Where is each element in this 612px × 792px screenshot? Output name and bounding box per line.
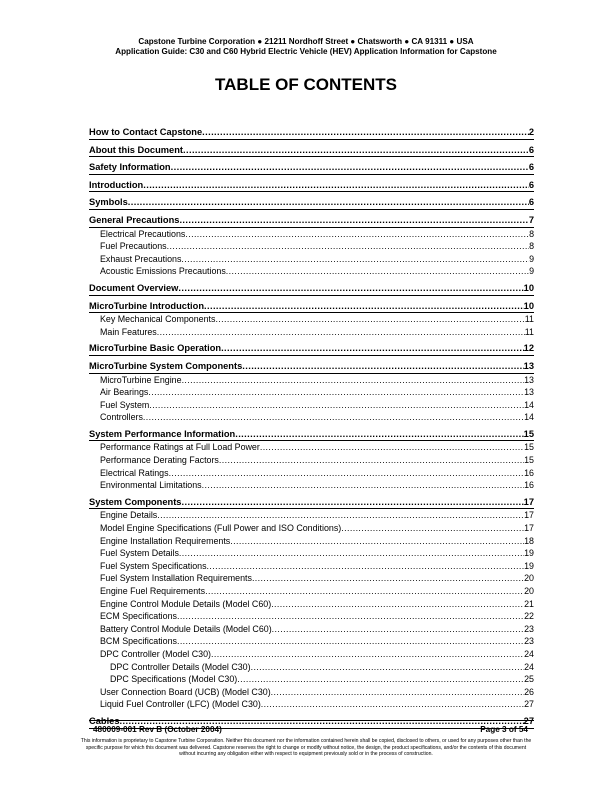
page-title: TABLE OF CONTENTS [215,75,397,94]
toc-entry[interactable] [89,479,534,492]
toc-entry[interactable] [89,623,534,636]
toc-entry-title: Symbols [89,197,128,208]
toc-entry[interactable] [89,399,534,412]
toc-entry[interactable] [89,467,534,480]
toc-entry-title: General Precautions [89,214,180,225]
toc-entry-page: 26 [524,686,534,697]
toc-entry-page: 17 [524,510,534,521]
toc-entry-title: Main Features [100,326,157,337]
toc-entry-page: 23 [524,636,534,647]
toc-leader-dots [226,265,529,278]
toc-entry-title: System Performance Information [89,428,236,439]
toc-leader-dots [237,673,524,686]
toc-entry[interactable] [89,441,534,454]
toc-entry-page: 13 [523,360,534,371]
toc-entry-title: MicroTurbine System Components [89,360,243,371]
footer-disclaimer: This information is proprietary to Capstone Turbine Corporation. Neither this document nor the information contained herein shall be copied, disclosed to others, or used for any purposes other than the specific purpose for which this document was delivered. Capstone reserves the right to change or modify without notice, the design, the product specifications, and/or the contents of this document without incurring any obligation either with respect to equipment previously sold or in the process of construction. [80,738,532,757]
toc-entry[interactable] [89,283,534,296]
toc-entry[interactable] [89,509,534,522]
toc-entry[interactable] [89,585,534,598]
footer-page-number: Page 3 of 54 [480,725,528,734]
toc-leader-dots [219,454,524,467]
toc-entry[interactable] [89,610,534,623]
toc-entry-page: 17 [523,496,534,507]
toc-entry[interactable] [89,497,534,510]
toc-leader-dots [157,509,524,522]
toc-entry[interactable] [89,572,534,585]
toc-entry-title: Fuel System Details [100,548,179,559]
toc-entry[interactable] [89,686,534,699]
toc-entry-page: 20 [524,586,534,596]
toc-entry-title: Fuel System Installation Requirements [100,573,252,584]
header-company-line: Capstone Turbine Corporation ● 21211 Nordhoff Street ● Chatsworth ● CA 91311 ● USA [138,37,474,46]
toc-entry[interactable] [89,180,534,193]
toc-entry-page: 27 [523,715,534,726]
toc-leader-dots [211,648,524,661]
toc-entry-title: Fuel System [100,399,150,410]
toc-entry[interactable] [89,386,534,399]
toc-entry-page: 13 [524,374,534,385]
toc-entry-title: Engine Details [100,510,158,521]
toc-entry-page: 13 [524,387,534,398]
toc-entry-page: 10 [523,300,534,311]
toc-entry[interactable] [89,648,534,661]
toc-entry-page: 15 [523,428,534,439]
toc-leader-dots [202,127,529,139]
toc-entry-title: Fuel Precautions [100,241,167,252]
toc-entry[interactable] [89,162,534,175]
toc-leader-dots [202,479,525,492]
toc-entry-title: How to Contact Capstone [89,127,203,137]
toc-entry-title: Engine Control Module Details (Model C60) [100,598,272,609]
toc-entry-title: Engine Fuel Requirements [100,586,206,596]
toc-entry-page: 15 [524,455,534,466]
toc-entry-page: 15 [524,442,534,453]
toc-leader-dots [235,429,523,441]
toc-entry-page: 16 [524,480,534,491]
toc-entry-title: Air Bearings [100,387,149,398]
toc-entry-page: 19 [524,548,534,559]
toc-entry-page: 6 [528,162,534,173]
toc-entry-title: User Connection Board (UCB) (Model C30) [100,686,271,697]
toc-entry-page: 8 [529,241,534,252]
toc-entry-page: 22 [524,611,534,622]
toc-entry[interactable] [89,374,534,387]
footer-rule [89,720,534,721]
toc-entry-title: Controllers [100,412,143,423]
toc-entry[interactable] [89,661,534,674]
toc-entry-title: Acoustic Emissions Precautions [100,266,226,277]
toc-entry-page: 16 [524,467,534,478]
footer-doc-number: 480009-001 Rev B (October 2004) [93,725,222,734]
toc-leader-dots [177,610,524,623]
toc-entry-page: 9 [529,253,534,264]
toc-entry-title: DPC Controller Details (Model C30) [110,661,251,672]
toc-entry-title: ECM Specifications [100,611,177,622]
toc-leader-dots [128,197,529,209]
toc-entry-page: 17 [524,523,534,534]
toc-entry-title: Exhaust Precautions [100,253,182,264]
toc-leader-dots [205,585,524,598]
toc-leader-dots [230,535,524,548]
toc-entry-page: 11 [524,314,534,325]
toc-entry-title: MicroTurbine Basic Operation [89,343,222,354]
toc-entry[interactable] [89,265,534,278]
toc-entry-title: System Components [89,496,182,507]
toc-entry-page: 20 [524,573,534,584]
toc-leader-dots [271,686,524,699]
toc-entry-title: Introduction [89,179,144,190]
toc-leader-dots [251,661,525,674]
toc-entry-title: Fuel System Specifications [100,560,207,571]
toc-entry-title: Safety Information [89,162,171,173]
toc-leader-dots [177,635,524,648]
toc-leader-dots [204,301,524,313]
toc-entry[interactable] [89,411,534,424]
toc-entry-title: Liquid Fuel Controller (LFC) (Model C30) [100,699,261,710]
toc-entry[interactable] [89,598,534,611]
toc-leader-dots [271,598,524,611]
toc-entry-title: Cables [89,715,120,726]
toc-leader-dots [341,522,524,535]
toc-entry-page: 11 [524,326,534,337]
toc-entry[interactable] [89,522,534,535]
toc-leader-dots [221,343,524,355]
toc-leader-dots [215,313,524,326]
toc-entry-page: 7 [528,214,534,225]
toc-leader-dots [171,162,529,174]
toc-leader-dots [261,698,524,711]
toc-entry-title: MicroTurbine Engine [100,374,182,385]
toc-leader-dots [143,411,524,424]
table-of-contents [89,127,534,729]
toc-entry[interactable] [89,301,534,314]
toc-entry-page: 24 [524,661,534,672]
toc-leader-dots [169,467,525,480]
toc-entry[interactable] [89,635,534,648]
toc-entry-title: DPC Specifications (Model C30) [110,674,238,685]
toc-entry[interactable] [89,547,534,560]
toc-entry-page: 18 [524,535,534,546]
toc-entry-page: 14 [524,399,534,410]
toc-entry-page: 25 [524,674,534,685]
toc-entry[interactable] [89,454,534,467]
toc-entry-page: 6 [528,144,534,155]
toc-entry[interactable] [89,313,534,326]
toc-entry-page: 14 [524,412,534,423]
toc-entry-page: 6 [528,197,534,208]
toc-entry-title: Document Overview [89,282,179,293]
toc-entry[interactable] [89,326,534,339]
toc-entry[interactable] [89,253,534,266]
toc-leader-dots [260,441,524,454]
toc-leader-dots [179,547,524,560]
toc-leader-dots [183,145,529,157]
toc-leader-dots [181,253,529,266]
toc-entry-title: Performance Ratings at Full Load Power [100,442,260,453]
toc-entry-page: 19 [524,560,534,571]
toc-entry-title: BCM Specifications [100,636,177,647]
toc-entry-title: Battery Control Module Details (Model C60) [100,623,272,634]
toc-entry-title: Key Mechanical Components [100,314,216,325]
toc-leader-dots [167,240,529,253]
toc-entry-title: MicroTurbine Introduction [89,300,204,311]
toc-entry-page: 2 [528,127,534,137]
toc-entry[interactable] [89,361,534,374]
toc-leader-dots [149,399,524,412]
toc-entry-page: 9 [529,266,534,277]
toc-entry-page: 21 [524,598,534,609]
toc-entry[interactable] [89,145,534,158]
toc-entry[interactable] [89,228,534,241]
toc-leader-dots [179,215,528,227]
toc-leader-dots [252,572,524,585]
toc-entry-title: Electrical Ratings [100,467,169,478]
toc-entry[interactable] [89,215,534,228]
toc-entry-page: 27 [524,699,534,710]
toc-leader-dots [148,386,524,399]
toc-entry-page: 10 [523,282,534,293]
toc-entry[interactable] [89,429,534,442]
toc-leader-dots [157,326,525,339]
toc-leader-dots [272,623,524,636]
toc-leader-dots [207,560,525,573]
toc-entry-page: 12 [523,343,534,354]
toc-entry[interactable] [89,127,534,140]
toc-entry[interactable] [89,673,534,686]
header-guide-line: Application Guide: C30 and C60 Hybrid Electric Vehicle (HEV) Application Information for Capstone [115,47,497,56]
toc-entry[interactable] [89,197,534,210]
toc-entry[interactable] [89,240,534,253]
toc-leader-dots [182,374,525,387]
toc-entry-page: 6 [528,179,534,190]
toc-entry-title: Engine Installation Requirements [100,535,231,546]
toc-entry-page: 24 [524,648,534,659]
toc-entry[interactable] [89,560,534,573]
toc-entry-title: About this Document [89,144,183,155]
toc-entry-title: Model Engine Specifications (Full Power and ISO Conditions) [100,523,342,534]
toc-leader-dots [181,497,523,509]
toc-entry[interactable] [89,698,534,711]
toc-entry-title: Electrical Precautions [100,228,186,239]
toc-entry-title: Environmental Limitations [100,480,202,491]
toc-leader-dots [242,361,523,373]
toc-leader-dots [185,228,529,241]
toc-entry[interactable] [89,535,534,548]
toc-entry[interactable] [89,343,534,356]
toc-entry-page: 8 [529,228,534,239]
toc-entry-title: Performance Derating Factors [100,455,219,466]
toc-entry-title: DPC Controller (Model C30) [100,648,211,659]
toc-entry-page: 23 [524,623,534,634]
toc-leader-dots [143,180,529,192]
toc-leader-dots [178,283,523,295]
